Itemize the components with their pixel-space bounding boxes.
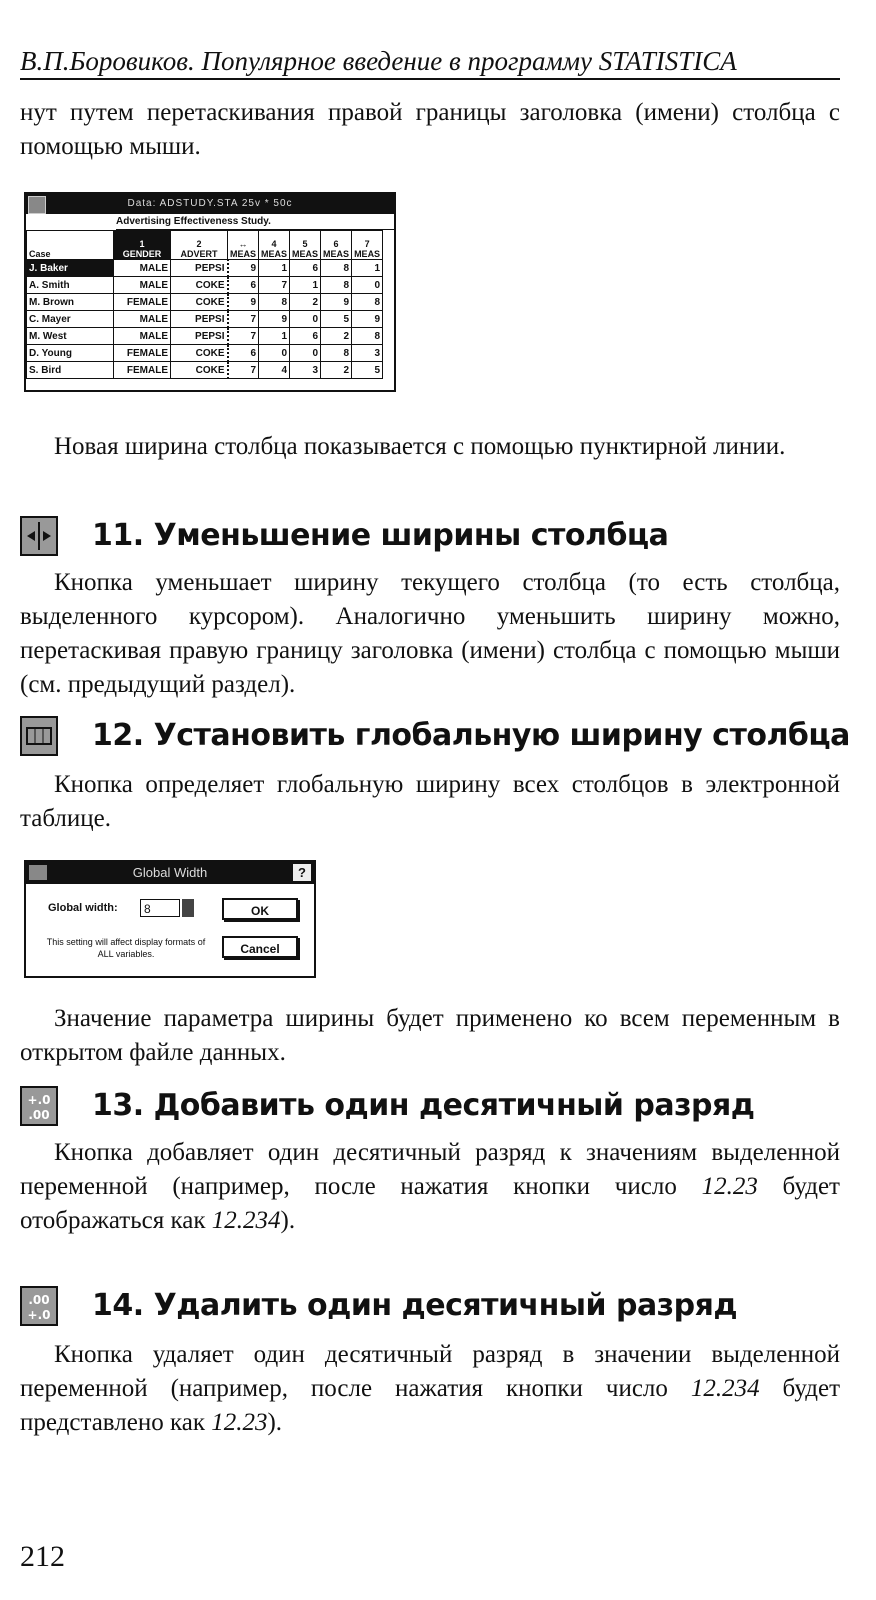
decrease-width-icon xyxy=(20,516,58,556)
table-cell[interactable]: 1 xyxy=(259,260,290,277)
intro-paragraph: нут путем перетаскивания правой границы заголовка (имени) столбца с помощью мыши. xyxy=(20,99,840,160)
svg-text:+.0: +.0 xyxy=(27,1093,51,1107)
table-cell[interactable]: 7 xyxy=(228,328,259,345)
table-cell[interactable]: 0 xyxy=(259,345,290,362)
help-button[interactable]: ? xyxy=(293,864,311,881)
case-cell[interactable]: A. Smith xyxy=(27,277,114,294)
svg-text:.00: .00 xyxy=(28,1108,50,1122)
global-width-label: Global width: xyxy=(48,902,118,914)
table-cell[interactable]: 7 xyxy=(228,311,259,328)
section-12-text: Кнопка определяет глобальную ширину всех столбцов в электронной таблице. xyxy=(20,771,840,832)
resize-arrows-icon: ↔ xyxy=(238,239,248,249)
table-cell[interactable]: 7 xyxy=(259,277,290,294)
column-header[interactable]: 1 GENDER xyxy=(114,231,171,260)
svg-text:.00: .00 xyxy=(28,1293,50,1307)
study-title: Advertising Effectiveness Study. xyxy=(116,215,394,230)
table-row xyxy=(27,294,383,311)
column-header[interactable]: 6 MEAS xyxy=(321,231,352,260)
case-cell[interactable]: M. West xyxy=(27,328,114,345)
table-cell[interactable]: 9 xyxy=(352,311,383,328)
table-cell[interactable]: FEMALE xyxy=(114,362,171,379)
table-cell[interactable]: FEMALE xyxy=(114,294,171,311)
section-heading-12: 12. Установить глобальную ширину столбца xyxy=(20,714,850,758)
table-cell[interactable]: 6 xyxy=(290,260,321,277)
page-number: 212 xyxy=(20,1540,65,1573)
table-row xyxy=(27,277,383,294)
spreadsheet-window xyxy=(24,192,396,392)
table-cell[interactable]: 3 xyxy=(290,362,321,379)
column-header[interactable]: ↔ MEAS xyxy=(228,231,259,260)
table-cell[interactable]: MALE xyxy=(114,311,171,328)
section-heading-13: +.0 .00 13. Добавить один десятичный разряд xyxy=(20,1084,850,1128)
table-row xyxy=(27,362,383,379)
table-cell[interactable]: 8 xyxy=(259,294,290,311)
case-cell[interactable]: J. Baker xyxy=(27,260,114,277)
table-cell[interactable]: 4 xyxy=(259,362,290,379)
table-cell[interactable]: 9 xyxy=(228,260,259,277)
width-spinner[interactable] xyxy=(182,899,194,917)
table-cell[interactable]: PEPSI xyxy=(171,311,228,328)
table-row xyxy=(27,328,383,345)
ok-button[interactable]: OK xyxy=(222,898,298,920)
table-cell[interactable]: PEPSI xyxy=(171,260,228,277)
section-heading-11: 11. Уменьшение ширины столбца xyxy=(20,514,850,558)
table-cell[interactable]: 7 xyxy=(228,362,259,379)
case-cell[interactable]: M. Brown xyxy=(27,294,114,311)
table-cell[interactable]: 8 xyxy=(321,260,352,277)
table-row xyxy=(27,311,383,328)
table-row xyxy=(27,345,383,362)
table-cell[interactable]: COKE xyxy=(171,294,228,311)
section-heading-14: .00 +.0 14. Удалить один десятичный разряд xyxy=(20,1284,850,1328)
table-cell[interactable]: 0 xyxy=(290,345,321,362)
cancel-button[interactable]: Cancel xyxy=(222,936,298,958)
table-cell[interactable]: COKE xyxy=(171,345,228,362)
case-cell[interactable]: S. Bird xyxy=(27,362,114,379)
table-cell[interactable]: 8 xyxy=(352,294,383,311)
dialog-note: This setting will affect display formats of ALL variables. xyxy=(46,937,206,959)
svg-text:+.0: +.0 xyxy=(27,1308,51,1322)
add-decimal-icon xyxy=(20,1086,58,1126)
table-cell[interactable]: FEMALE xyxy=(114,345,171,362)
global-width-dialog xyxy=(24,860,316,978)
table-cell[interactable]: COKE xyxy=(171,277,228,294)
case-header: Case xyxy=(27,231,114,260)
header-row xyxy=(27,231,383,260)
case-cell[interactable]: D. Young xyxy=(27,345,114,362)
column-header[interactable]: 4 MEAS xyxy=(259,231,290,260)
case-cell[interactable]: C. Mayer xyxy=(27,311,114,328)
table-cell[interactable]: 3 xyxy=(352,345,383,362)
table-cell[interactable]: 8 xyxy=(352,328,383,345)
remove-decimal-icon xyxy=(20,1286,58,1326)
table-cell[interactable]: 6 xyxy=(290,328,321,345)
table-cell[interactable]: 8 xyxy=(321,277,352,294)
table-cell[interactable]: 8 xyxy=(321,345,352,362)
running-header: В.П.Боровиков. Популярное введение в программу STATISTICA xyxy=(20,44,840,80)
table-cell[interactable]: 2 xyxy=(321,328,352,345)
table-cell[interactable]: 9 xyxy=(321,294,352,311)
global-width-input[interactable]: 8 xyxy=(140,899,180,917)
table-cell[interactable]: PEPSI xyxy=(171,328,228,345)
table-cell[interactable]: COKE xyxy=(171,362,228,379)
table-cell[interactable]: 5 xyxy=(321,311,352,328)
table-cell[interactable]: 2 xyxy=(290,294,321,311)
table-cell[interactable]: 0 xyxy=(290,311,321,328)
table-cell[interactable]: 0 xyxy=(352,277,383,294)
table-cell[interactable]: 1 xyxy=(259,328,290,345)
column-header[interactable]: 2 ADVERT xyxy=(171,231,228,260)
window-control-icon xyxy=(28,196,46,214)
table-cell[interactable]: MALE xyxy=(114,328,171,345)
table-cell[interactable]: 1 xyxy=(352,260,383,277)
section-14-text: Кнопка удаляет один десятичный разряд в значении выделенной переменной (например, после нажатия кнопки число 12.234 будет представлено как 12.23). xyxy=(20,1341,840,1436)
dialog-caption-paragraph: Значение параметра ширины будет применено ко всем переменным в открытом файле данных. xyxy=(20,1005,840,1066)
table-row xyxy=(27,260,383,277)
table-cell[interactable]: 1 xyxy=(290,277,321,294)
table-cell[interactable]: 2 xyxy=(321,362,352,379)
table-cell[interactable]: 5 xyxy=(352,362,383,379)
table-cell[interactable]: 9 xyxy=(259,311,290,328)
table-cell[interactable]: 9 xyxy=(228,294,259,311)
dialog-title: Global Width xyxy=(26,862,314,884)
data-grid xyxy=(26,230,383,379)
spreadsheet-title: Data: ADSTUDY.STA 25v * 50c xyxy=(26,194,394,214)
table-cell[interactable]: 6 xyxy=(228,345,259,362)
column-header[interactable]: 5 MEAS xyxy=(290,231,321,260)
column-header[interactable]: 7 MEAS xyxy=(352,231,383,260)
table-cell[interactable]: MALE xyxy=(114,260,171,277)
table-cell[interactable]: MALE xyxy=(114,277,171,294)
section-11-text: Кнопка уменьшает ширину текущего столбца (то есть столбца, выделенного курсором). Аналогично уменьшить ширину можно, перетаскивая правую границу заголовка (имени) столбца с помощью мыши (см. предыдущий раздел). xyxy=(20,569,840,698)
section-13-text: Кнопка добавляет один десятичный разряд к значениям выделенной переменной (например, после нажатия кнопки число 12.23 будет отображаться как 12.234). xyxy=(20,1139,840,1234)
system-menu-icon[interactable] xyxy=(29,865,47,880)
caption-paragraph: Новая ширина столбца показывается с помощью пунктирной линии. xyxy=(54,433,786,460)
table-cell[interactable]: 6 xyxy=(228,277,259,294)
global-width-icon xyxy=(20,716,58,756)
